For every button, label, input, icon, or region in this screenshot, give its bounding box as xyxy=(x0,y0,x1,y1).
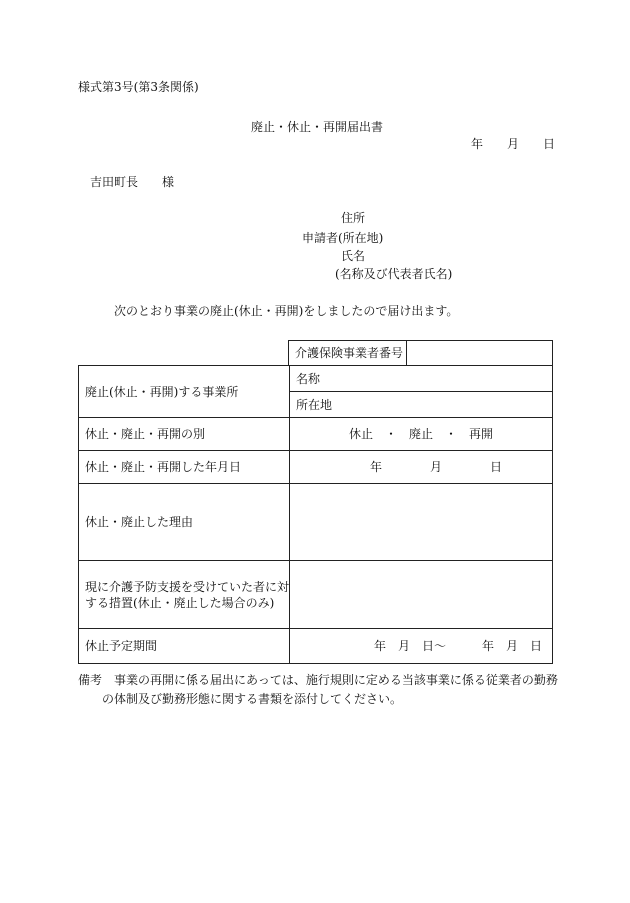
reason-label: 休止・廃止した理由 xyxy=(79,484,290,561)
type-label: 休止・廃止・再開の別 xyxy=(79,418,290,451)
date-label: 休止・廃止・再開した年月日 xyxy=(79,451,290,484)
measures-field[interactable] xyxy=(290,561,553,629)
provider-number-label: 介護保険事業者番号 xyxy=(289,341,407,366)
period-field[interactable]: 年 月 日〜 年 月 日 xyxy=(290,629,553,664)
applicant-address-label: 住所 xyxy=(341,211,366,225)
document-title: 廃止・休止・再開届出書 xyxy=(251,120,384,134)
remarks-line-2: の体制及び勤務形態に関する書類を添付してください。 xyxy=(102,692,403,706)
reason-field[interactable] xyxy=(290,484,553,561)
period-label: 休止予定期間 xyxy=(79,629,290,664)
submission-date: 年 月 日 xyxy=(471,137,556,151)
measures-label xyxy=(79,561,290,629)
applicant-name-note: (名称及び代表者氏名) xyxy=(335,267,453,281)
office-address-field[interactable]: 所在地 xyxy=(290,392,553,418)
measures-label-line-1: 現に介護予防支援を受けていた者に対 xyxy=(85,579,290,594)
notification-table xyxy=(78,365,553,664)
applicant-label: 申請者(所在地) xyxy=(302,231,384,245)
applicant-name-label: 氏名 xyxy=(341,249,366,263)
intro-text: 次のとおり事業の廃止(休止・再開)をしましたので届け出ます。 xyxy=(114,304,459,318)
measures-label-line-2: する措置(休止・廃止した場合のみ) xyxy=(85,595,275,610)
office-name-field[interactable]: 名称 xyxy=(290,366,553,392)
type-options[interactable]: 休止 ・ 廃止 ・ 再開 xyxy=(290,418,553,451)
addressee: 吉田町長 様 xyxy=(90,175,175,189)
office-label: 廃止(休止・再開)する事業所 xyxy=(79,366,290,418)
remarks-line-1: 事業の再開に係る届出にあっては、施行規則に定める当該事業に係る従業者の勤務 xyxy=(114,673,558,687)
provider-number-table xyxy=(288,340,553,366)
date-field[interactable]: 年 月 日 xyxy=(290,451,553,484)
form-number: 様式第3号(第3条関係) xyxy=(78,80,199,94)
provider-number-field[interactable] xyxy=(407,341,553,366)
remarks-label: 備考 xyxy=(78,673,103,687)
